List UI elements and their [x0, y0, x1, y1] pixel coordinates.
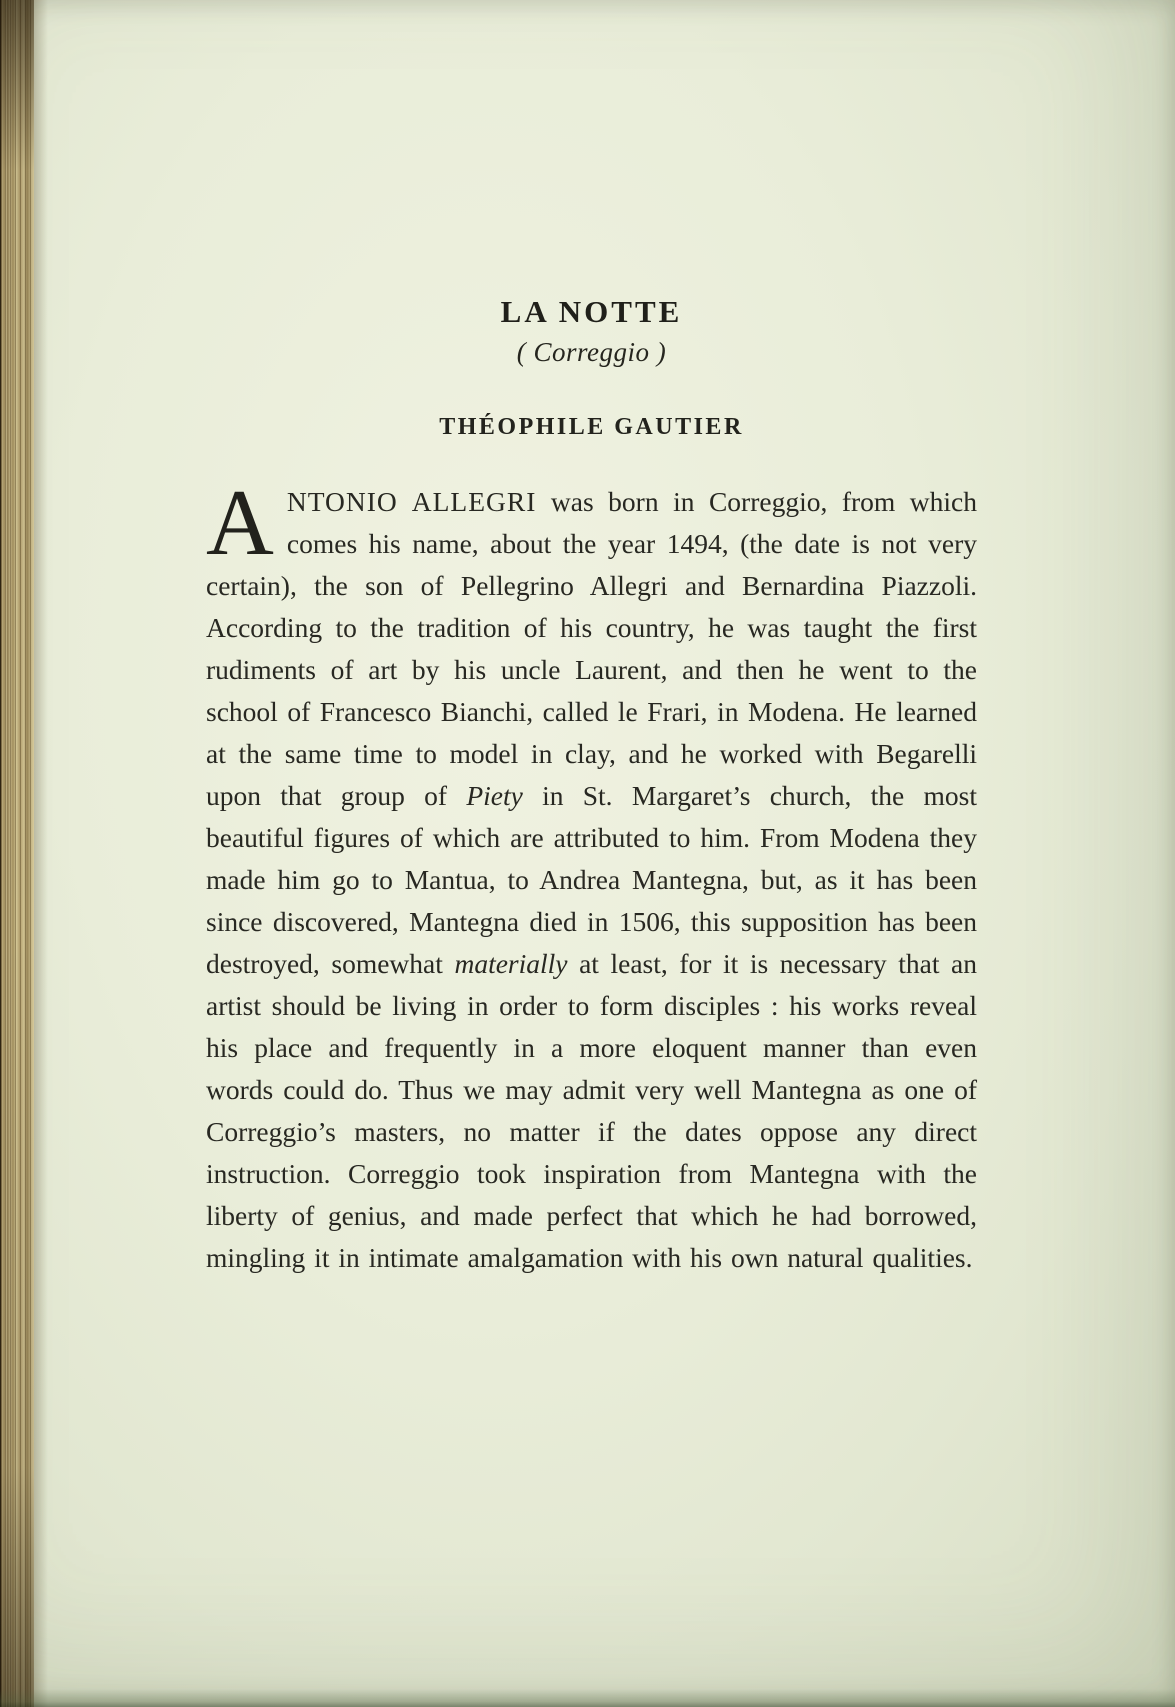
body-text-part-3: at least, for it is necessary that an artist should be living in order to form disciples : his works reveal his place and frequently in a more eloquent manner than even words could do. Thus we may admit very well Mantegna as one of Correggio’s masters, no matter if the dates oppose any direct instruction. Correggio took inspiration from Mantegna with the liberty of genius, and made perfect that which he had borrowed, mingling it in intimate amalgamation with his own natural qualities. — [206, 948, 977, 1273]
page-bottom-shadow — [0, 1689, 1175, 1707]
body-text-part-2: in St. Margaret’s church, the most beautiful figures of which are attributed to him. From Modena they made him go to Mantua, to Andrea Mantegna, but, as it has been since discovered, Mantegna died in 1506, this supposition has been destroyed, somewhat — [206, 780, 977, 979]
page-subtitle: ( Correggio ) — [516, 337, 667, 367]
body-text-part-1: was born in Correggio, from which comes his name, about the year 1494, (the date is not very certain), the son of Pellegrino Allegri and Bernardina Piazzoli. According to the tradition of his country, he was taught the first rudiments of art by his uncle Laurent, and then he went to the school of Francesco Bianchi, called le Frari, in Modena. He learned at the same time to model in clay, and he worked with Begarelli upon that group of — [206, 486, 977, 811]
author-name: THÉOPHILE GAUTIER — [439, 414, 744, 440]
lead-caps-text: NTONIO ALLEGRI — [286, 486, 537, 517]
page-title: LA NOTTE — [500, 294, 683, 329]
italic-word-piety: Piety — [466, 780, 523, 811]
italic-word-materially: materially — [454, 948, 568, 979]
body-paragraph — [206, 471, 977, 1279]
drop-cap: A — [206, 471, 274, 575]
